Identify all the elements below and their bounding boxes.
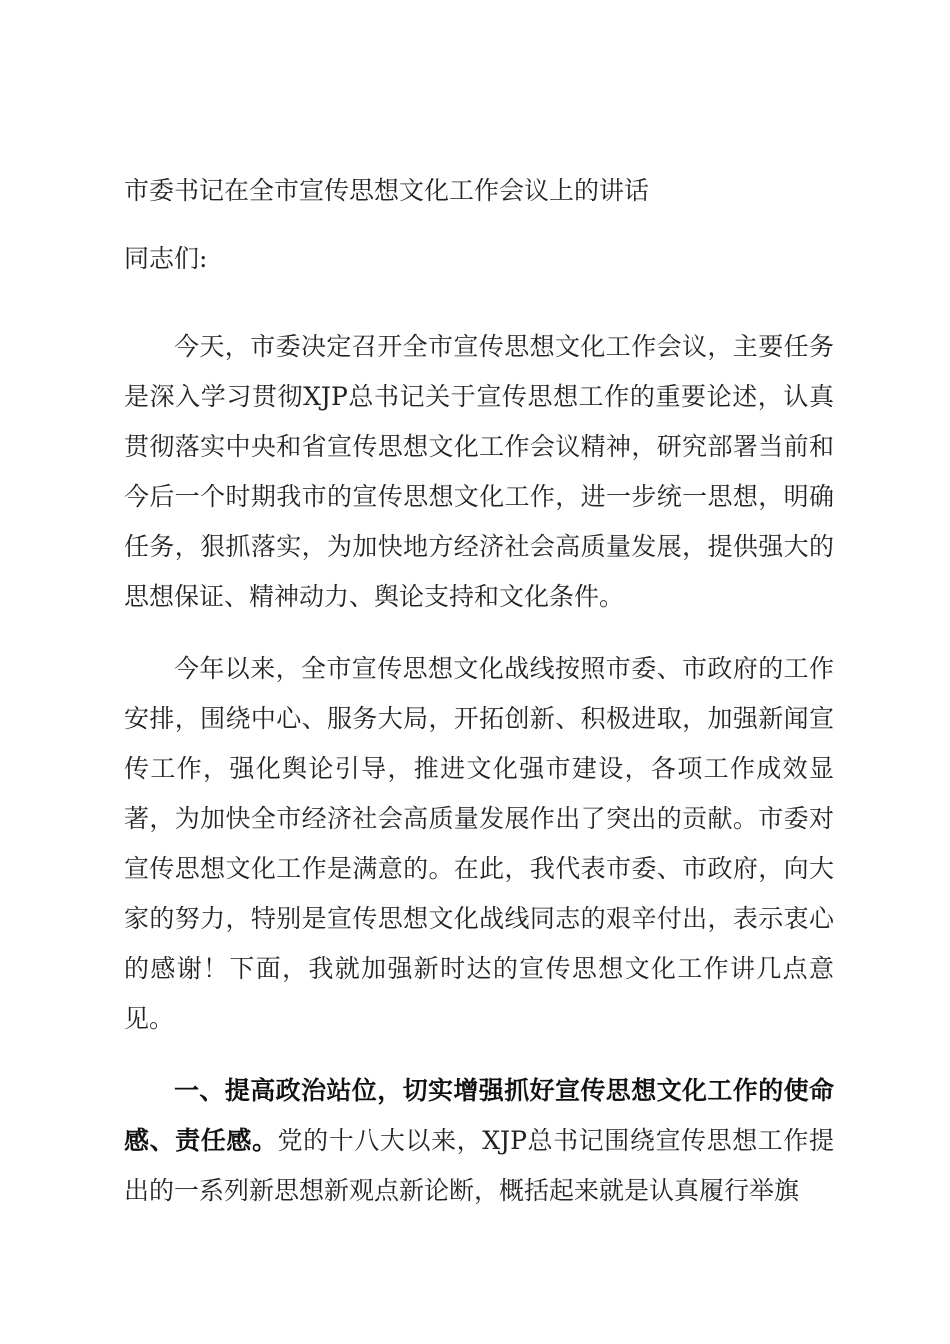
section-1-paragraph: [124, 1066, 834, 1216]
paragraph-intro: 今天，市委决定召开全市宣传思想文化工作会议，主要任务是深入学习贯彻XJP总书记关于宣传思想工作的重要论述，认真贯彻落实中央和省宣传思想文化工作会议精神，研究部署当前和今后一个时期我市的宣传思想文化工作，进一步统一思想，明确任务，狠抓落实，为加快地方经济社会高质量发展，提供强大的思想保证、精神动力、舆论支持和文化条件。: [124, 332, 834, 611]
section-1-heading: 一、提高政治站位，切实增强抓好宣传思想文化工作的使命感、责任感。: [124, 1076, 834, 1155]
salutation: 同志们:: [124, 244, 208, 273]
document-body: [124, 166, 834, 1216]
document-title: 市委书记在全市宣传思想文化工作会议上的讲话: [124, 176, 650, 205]
paragraph-review: 今年以来，全市宣传思想文化战线按照市委、市政府的工作安排，围绕中心、服务大局，开拓创新、积极进取，加强新闻宣传工作，强化舆论引导，推进文化强市建设，各项工作成效显著，为加快全市经济社会高质量发展作出了突出的贡献。市委对宣传思想文化工作是满意的。在此，我代表市委、市政府，向大家的努力，特别是宣传思想文化战线同志的艰辛付出，表示衷心的感谢！下面，我就加强新时达的宣传思想文化工作讲几点意见。: [124, 654, 834, 1033]
section-1-body: 党的十八大以来，XJP总书记围绕宣传思想工作提出的一系列新思想新观点新论断，概括起来就是认真履行举旗: [124, 1126, 834, 1205]
